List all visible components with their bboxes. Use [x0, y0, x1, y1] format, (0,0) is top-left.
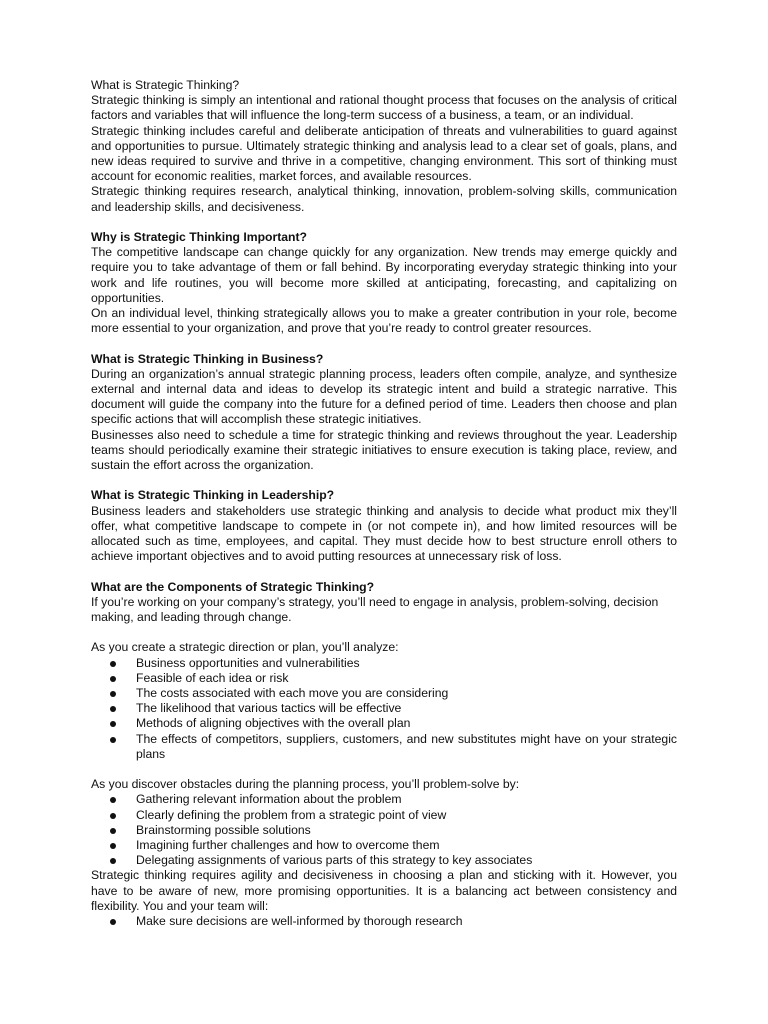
- bullet-icon: [110, 797, 116, 803]
- leadership-paragraph: Business leaders and stakeholders use strategic thinking and analysis to decide what product mix they’ll offer, what competitive landscape to compete in (or not compete in), and how limited resources will be allocated such as time, employees, and capital. They must decide how to best structure enroll others to achieve important objectives and to avoid putting resources at unnecessary risk of loss.: [91, 503, 677, 564]
- document-page: [91, 78, 677, 929]
- bullet-icon: [110, 706, 116, 712]
- bullet-icon: [110, 737, 116, 743]
- list-item: The costs associated with each move you are considering: [91, 686, 677, 701]
- list-item: The likelihood that various tactics will be effective: [91, 701, 677, 716]
- why-heading: Why is Strategic Thinking Important?: [91, 230, 308, 245]
- analyze-lead: As you create a strategic direction or plan, you’ll analyze:: [91, 640, 399, 655]
- bullet-icon: [110, 828, 116, 834]
- list-item: Delegating assignments of various parts of this strategy to key associates: [91, 853, 677, 868]
- list-item: Gathering relevant information about the problem: [91, 792, 677, 807]
- list-item: Imagining further challenges and how to overcome them: [91, 838, 677, 853]
- bullet-icon: [110, 721, 116, 727]
- why-paragraph: On an individual level, thinking strategically allows you to make a greater contribution in your role, become more essential to your organization, and prove that you’re ready to control greater resources.: [91, 306, 677, 336]
- bullet-icon: [110, 661, 116, 667]
- leadership-heading: What is Strategic Thinking in Leadership?: [91, 488, 335, 503]
- analyze-list: [91, 656, 677, 762]
- bullet-icon: [110, 843, 116, 849]
- list-item: Methods of aligning objectives with the overall plan: [91, 716, 677, 731]
- bullet-icon: [110, 858, 116, 864]
- business-paragraph: Businesses also need to schedule a time for strategic thinking and reviews throughout the year. Leadership teams should periodically examine their strategic initiatives to ensure execution is taking place, review, and sustain the effort across the organization.: [91, 427, 677, 473]
- list-item: Brainstorming possible solutions: [91, 823, 677, 838]
- why-paragraph: The competitive landscape can change quickly for any organization. New trends may emerge quickly and require you to take advantage of them or fall behind. By incorporating everyday strategic thinking into your work and life routines, you will become more skilled at anticipating, forecasting, and capitalizing on opportunities.: [91, 245, 677, 305]
- list-item: Clearly defining the problem from a strategic point of view: [91, 808, 677, 823]
- team-list: [91, 914, 677, 929]
- business-heading: What is Strategic Thinking in Business?: [91, 351, 324, 366]
- list-item: Feasible of each idea or risk: [91, 671, 677, 686]
- list-item: Business opportunities and vulnerabilities: [91, 656, 677, 671]
- components-heading: What are the Components of Strategic Thinking?: [91, 579, 375, 594]
- list-item: Make sure decisions are well-informed by thorough research: [91, 914, 677, 929]
- intro-paragraph: Strategic thinking includes careful and deliberate anticipation of threats and vulnerabilities to guard against and opportunities to pursue. Ultimately strategic thinking and analysis lead to a clear set of goals, plans, and new ideas required to survive and thrive in a competitive, changing environment. This sort of thinking must account for economic realities, market forces, and available resources.: [91, 123, 677, 184]
- list-item: The effects of competitors, suppliers, customers, and new substitutes might have on your strategic plans: [91, 732, 677, 762]
- solve-list: [91, 792, 677, 868]
- bullet-icon: [110, 676, 116, 682]
- intro-paragraph: Strategic thinking requires research, analytical thinking, innovation, problem-solving skills, communication and leadership skills, and decisiveness.: [91, 184, 677, 214]
- bullet-icon: [110, 813, 116, 819]
- bullet-icon: [110, 691, 116, 697]
- agility-paragraph: Strategic thinking requires agility and decisiveness in choosing a plan and sticking with it. However, you have to be aware of new, more promising opportunities. It is a balancing act between consistency and flexibility. You and your team will:: [91, 868, 677, 913]
- intro-paragraph: Strategic thinking is simply an intentional and rational thought process that focuses on the analysis of critical factors and variables that will influence the long-term success of a business, a team, or an individual.: [91, 93, 677, 123]
- components-intro: If you’re working on your company’s strategy, you’ll need to engage in analysis, problem-solving, decision making, and leading through change.: [91, 594, 659, 625]
- intro-heading: What is Strategic Thinking?: [91, 78, 240, 92]
- solve-lead: As you discover obstacles during the planning process, you’ll problem-solve by:: [91, 777, 520, 792]
- bullet-icon: [110, 919, 116, 925]
- business-paragraph: During an organization’s annual strategic planning process, leaders often compile, analyze, and synthesize external and internal data and ideas to develop its strategic intent and build a strategic narrative. This document will guide the company into the future for a defined period of time. Leaders then choose and plan specific actions that will accomplish these strategic initiatives.: [91, 366, 677, 427]
